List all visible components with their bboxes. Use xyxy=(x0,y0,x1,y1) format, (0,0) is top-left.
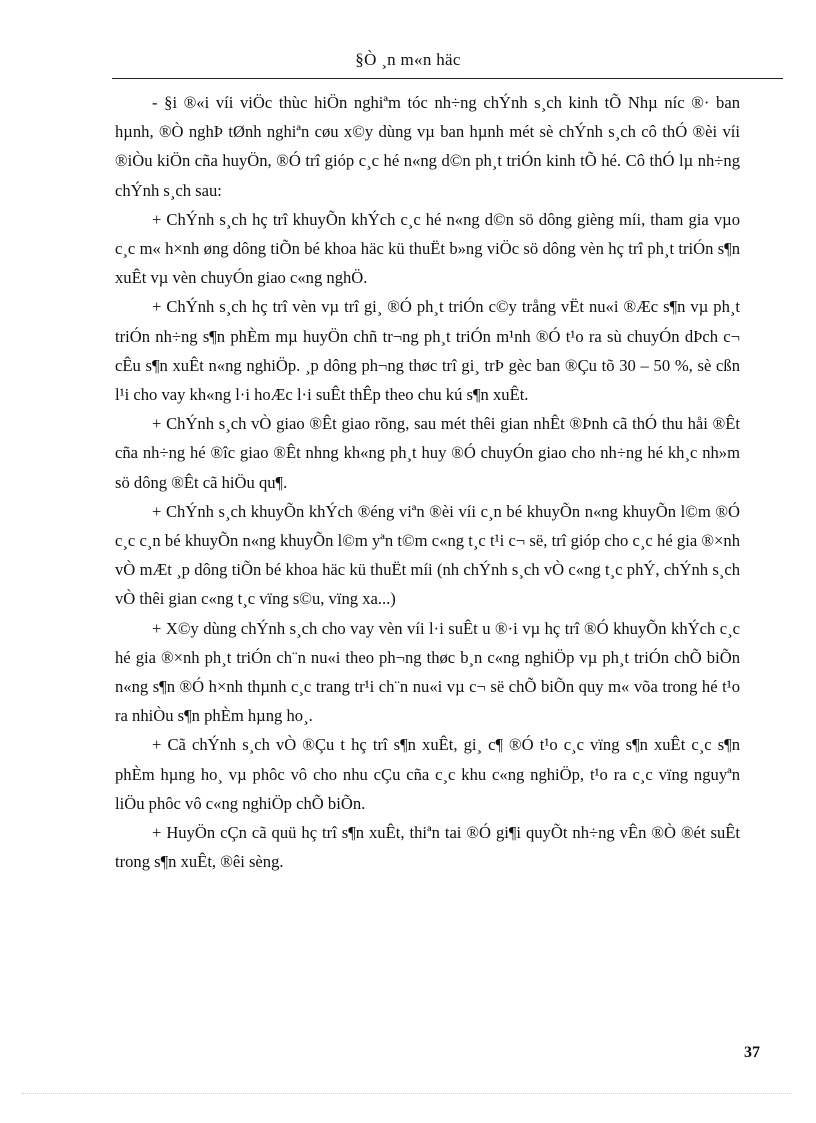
page-header-title: §Ò ¸n m«n häc xyxy=(355,50,461,69)
paragraph: + ChÝnh s¸ch vÒ giao ®Êt giao rõng, sau mét thêi gian nhÊt ®Þnh cã thÓ thu håi ®Êt cña nh÷ng hé ®îc giao ®Êt nhng kh«ng ph¸t huy ®Ó chuyÓn giao cho nh÷ng hé kh¸c nh»m sö dông ®Êt cã hiÖu qu¶. xyxy=(115,414,740,492)
page-number: 37 xyxy=(744,1044,760,1061)
paragraph: + HuyÖn cÇn cã quü hç trî s¶n xuÊt, thiªn tai ®Ó gi¶i quyÕt nh÷ng vÊn ®Ò ®ét suÊt trong s¶n xuÊt, ®êi sèng. xyxy=(115,823,740,872)
paragraph: + ChÝnh s¸ch khuyÕn khÝch ®éng viªn ®èi víi c¸n bé khuyÕn n«ng khuyÕn l©m ®Ó c¸c c¸n bé khuyÕn n«ng khuyÕn l©m yªn t©m c«ng t¸c t¹i c¬ së, trî gióp cho c¸c hé gia ®×nh vÒ mÆt ¸p dông tiÕn bé khoa häc kü thuËt míi (nh chÝnh s¸ch vÒ c«ng t¸c phÝ, chÝnh s¸ch vÒ thêi gian c«ng t¸c vïng s©u, vïng xa...) xyxy=(115,501,740,609)
paragraph: + ChÝnh s¸ch hç trî vèn vµ trî gi¸ ®Ó ph¸t triÓn c©y trång vËt nu«i ®Æc s¶n vµ ph¸t triÓn nh÷ng s¶n phÈm mµ huyÖn chñ tr¬ng ph¸t triÓn m¹nh ®Ó t¹o ra sù chuyÓn dÞch c¬ cÊu s¶n xuÊt n«ng nghiÖp. ¸p dông ph¬ng thøc trî gi¸ trÞ gèc ban ®Çu tõ 30 – 50 %, sè cßn l¹i cho vay kh«ng l·i hoÆc l·i suÊt thÊp theo chu kú s¶n xuÊt. xyxy=(115,297,740,405)
body-text xyxy=(115,88,740,876)
header-divider xyxy=(112,78,783,79)
paragraph: - §i ®«i víi viÖc thùc hiÖn nghiªm tóc nh÷ng chÝnh s¸ch kinh tÕ Nhµ níc ®· ban hµnh, ®Ò nghÞ tØnh nghiªn cøu x©y dùng vµ ban hµnh mét sè chÝnh s¸ch cô thÓ ®èi víi ®iÒu kiÖn cña huyÖn, ®Ó trî gióp c¸c hé n«ng d©n ph¸t triÓn kinh tÕ hé. Cô thÓ lµ nh÷ng chÝnh s¸ch sau: xyxy=(115,93,740,200)
paragraph: + ChÝnh s¸ch hç trî khuyÕn khÝch c¸c hé n«ng d©n sö dông gièng míi, tham gia vµo c¸c m« h×nh øng dông tiÕn bé khoa häc kü thuËt b»ng viÖc sö dông vèn hç trî ph¸t triÓn s¶n xuÊt vµ vèn chuyÓn giao c«ng nghÖ. xyxy=(115,209,740,288)
page-bottom-divider xyxy=(22,1093,792,1094)
paragraph: + Cã chÝnh s¸ch vÒ ®Çu t hç trî s¶n xuÊt, gi¸ c¶ ®Ó t¹o c¸c vïng s¶n xuÊt c¸c s¶n phÈm hµng ho¸ vµ phôc vô cho nhu cÇu cña c¸c khu c«ng nghiÖp, t¹o ra c¸c vïng nguyªn liÖu phôc vô c«ng nghiÖp chÕ biÕn. xyxy=(115,735,740,813)
paragraph: + X©y dùng chÝnh s¸ch cho vay vèn víi l·i suÊt u ®·i vµ hç trî ®Ó khuyÕn khÝch c¸c hé gia ®×nh ph¸t triÓn ch¨n nu«i theo ph¬ng thøc b¸n c«ng nghiÖp vµ ph¸t triÓn chÕ biÕn n«ng s¶n ®Ó h×nh thµnh c¸c trang tr¹i ch¨n nu«i vµ c¬ së chÕ biÕn quy m« võa trong hé t¹o ra nhiÒu s¶n phÈm hµng ho¸. xyxy=(115,618,740,726)
